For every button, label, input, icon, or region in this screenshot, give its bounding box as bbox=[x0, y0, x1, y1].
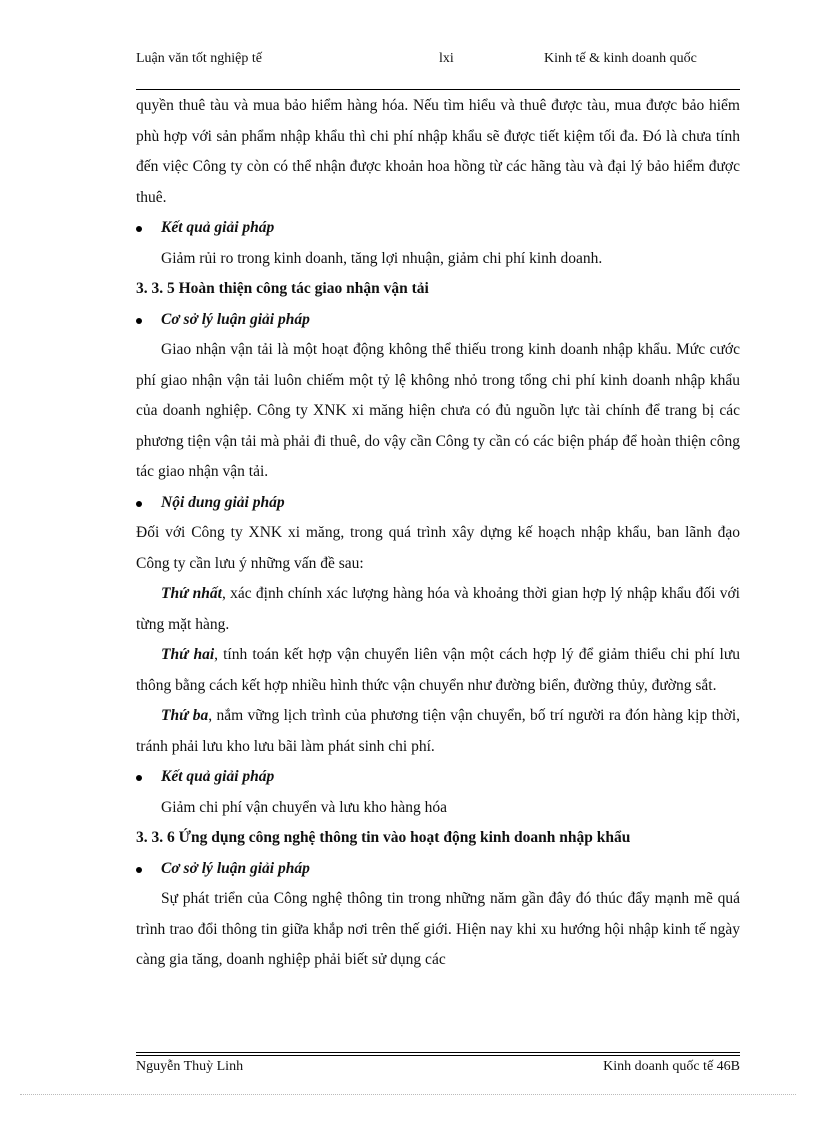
paragraph-text: , tính toán kết hợp vận chuyển liên vận một cách hợp lý để giảm thiểu chi phí lưu thông bằng cách kết hợp nhiều hình thức vận chuyển như đường biển, đường thủy, đường sắt. bbox=[136, 646, 740, 694]
footer-author: Nguyễn Thuỳ Linh bbox=[136, 1059, 244, 1074]
lead-term: Thứ nhất bbox=[161, 585, 222, 602]
page-break-line bbox=[20, 1094, 796, 1095]
bullet-heading bbox=[136, 213, 740, 244]
paragraph: Đối với Công ty XNK xi măng, trong quá trình xây dựng kế hoạch nhập khẩu, ban lãnh đạo Công ty cần lưu ý những vấn đề sau: bbox=[136, 524, 740, 572]
paragraph bbox=[136, 701, 740, 762]
header-left: Luận văn tốt nghiệp tế bbox=[136, 51, 262, 66]
paragraph-text: , xác định chính xác lượng hàng hóa và khoảng thời gian hợp lý nhập khẩu đối với từng mặt hàng. bbox=[136, 585, 740, 633]
lead-term: Thứ hai bbox=[161, 646, 215, 663]
page-body bbox=[136, 91, 740, 976]
section-heading: 3. 3. 5 Hoàn thiện công tác giao nhận vận tải bbox=[136, 280, 429, 297]
bullet-heading bbox=[136, 305, 740, 336]
paragraph-text: , nắm vững lịch trình của phương tiện vận chuyển, bố trí người ra đón hàng kịp thời, tránh phải lưu kho lưu bãi làm phát sinh chi phí. bbox=[136, 707, 740, 755]
paragraph bbox=[136, 579, 740, 640]
header-right: Kinh tế & kinh doanh quốc bbox=[544, 51, 697, 66]
bullet-text: Kết quả giải pháp bbox=[161, 219, 275, 236]
page-number: lxi bbox=[439, 51, 454, 66]
bullet-icon bbox=[136, 318, 142, 324]
header-rule bbox=[136, 89, 740, 90]
bullet-heading bbox=[136, 762, 740, 793]
lead-term: Thứ ba bbox=[161, 707, 209, 724]
footer-rule-bottom bbox=[136, 1055, 740, 1056]
bullet-icon bbox=[136, 867, 142, 873]
bullet-heading bbox=[136, 488, 740, 519]
footer-class: Kinh doanh quốc tế 46B bbox=[603, 1059, 740, 1074]
bullet-text: Kết quả giải pháp bbox=[161, 768, 275, 785]
paragraph: Giảm rủi ro trong kinh doanh, tăng lợi nhuận, giảm chi phí kinh doanh. bbox=[161, 249, 603, 267]
bullet-icon bbox=[136, 226, 142, 232]
bullet-icon bbox=[136, 775, 142, 781]
bullet-icon bbox=[136, 501, 142, 507]
paragraph: Giảm chi phí vận chuyển và lưu kho hàng hóa bbox=[161, 798, 448, 816]
bullet-heading bbox=[136, 854, 740, 885]
section-heading: 3. 3. 6 Ứng dụng công nghệ thông tin vào hoạt động kinh doanh nhập khẩu bbox=[136, 829, 631, 846]
paragraph bbox=[136, 640, 740, 701]
paragraph: Giao nhận vận tải là một hoạt động không thể thiếu trong kinh doanh nhập khẩu. Mức cước phí giao nhận vận tải luôn chiếm một tỷ lệ không nhỏ trong tổng chi phí kinh doanh nhập khẩu của doanh nghiệp. Công ty XNK xi măng hiện chưa có đủ nguồn lực tài chính để trang bị các phương tiện vận tải mà phải đi thuê, do vậy cần Công ty cần có các biện pháp để hoàn thiện công tác giao nhận vận tải. bbox=[136, 341, 740, 480]
footer-rule-top bbox=[136, 1052, 740, 1053]
page-header bbox=[136, 51, 740, 87]
bullet-text: Cơ sở lý luận giải pháp bbox=[161, 859, 310, 877]
bullet-text: Cơ sở lý luận giải pháp bbox=[161, 310, 310, 328]
paragraph: quyền thuê tàu và mua bảo hiểm hàng hóa. Nếu tìm hiểu và thuê được tàu, mua được bảo hiểm phù hợp với sản phẩm nhập khẩu thì chi phí nhập khẩu sẽ được tiết kiệm tối đa. Đó là chưa tính đến việc Công ty còn có thể nhận được khoản hoa hồng từ các hãng tàu và đại lý bảo hiểm được thuê. bbox=[136, 97, 740, 206]
bullet-text: Nội dung giải pháp bbox=[161, 493, 285, 511]
paragraph: Sự phát triển của Công nghệ thông tin trong những năm gần đây đó thúc đẩy mạnh mẽ quá trình trao đổi thông tin giữa khắp nơi trên thế giới. Hiện nay khi xu hướng hội nhập kinh tế ngày càng gia tăng, doanh nghiệp phải biết sử dụng các bbox=[136, 890, 740, 968]
